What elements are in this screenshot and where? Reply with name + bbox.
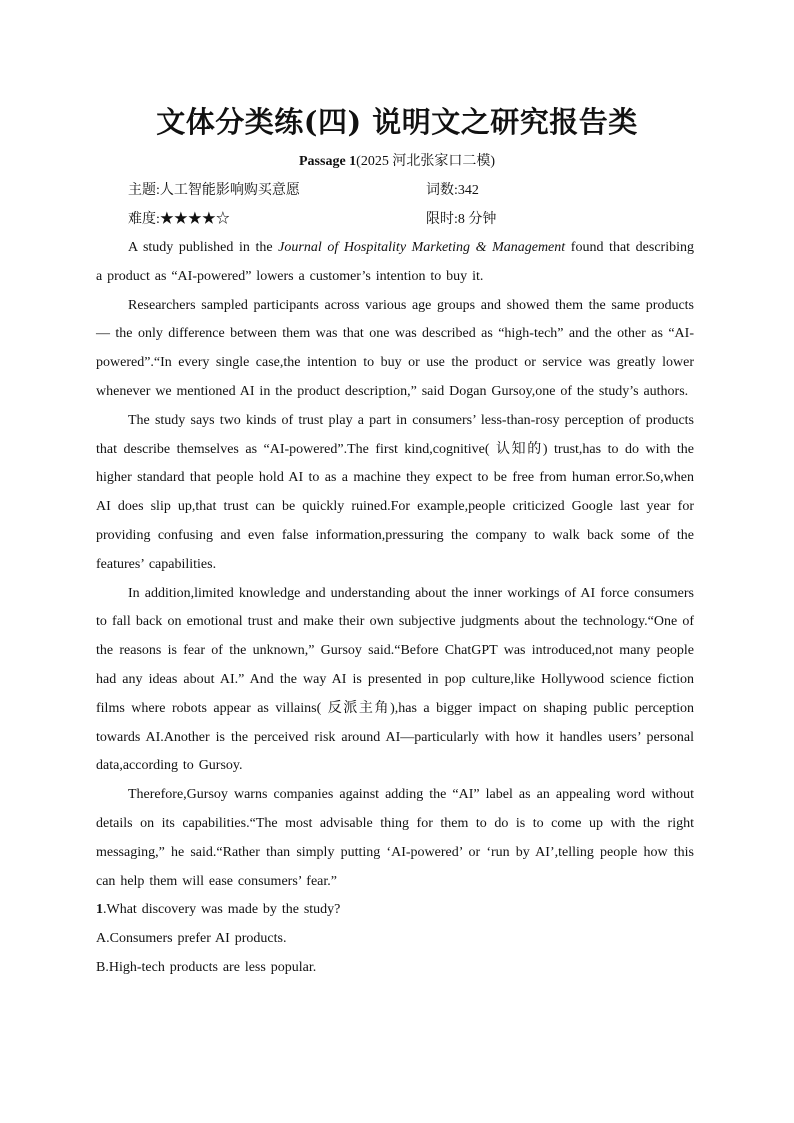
question-stem	[96, 896, 694, 925]
meta-time-limit: 限时:8 分钟	[426, 212, 497, 227]
passage-label: Passage 1	[299, 154, 357, 169]
paragraph-2: Researchers sampled participants across various age groups and showed them the same products — the only difference between them was that one was described as “high-tech” and the other as “AI-powered”.“In every single case,the intention to buy or use the product or service was greatly lower whenever we mentioned AI in the product description,” said Dogan Gursoy,one of the study’s authors.	[96, 297, 694, 399]
journal-name: Journal of Hospitality Marketing & Management	[278, 240, 566, 255]
paragraph-5: Therefore,Gursoy warns companies against adding the “AI” label as an appealing word without details on its capabilities.“The most advisable thing for them to do is to come up with the right messaging,” he said.“Rather than simply putting ‘AI-powered’ or ‘run by AI’,telling people how this can help them will ease consumers’ fear.”	[96, 787, 694, 889]
passage-body	[96, 234, 694, 983]
meta-row-2	[128, 208, 688, 228]
question-text: .What discovery was made by the study?	[103, 902, 341, 918]
paragraph-1	[96, 234, 694, 292]
passage-source: (2025 河北张家口二模)	[356, 154, 495, 169]
meta-topic: 主题:人工智能影响购买意愿	[128, 183, 300, 198]
meta-word-count: 词数:342	[426, 183, 479, 198]
meta-row-1	[128, 179, 688, 199]
paragraph-1-end: found that describing a product as “AI-powered” lowers a customer’s intention to buy it.	[96, 240, 694, 284]
question-number: 1	[96, 902, 103, 918]
meta-difficulty: 难度:★★★★☆	[128, 212, 230, 227]
option-b: B.High-tech products are less popular.	[96, 959, 317, 975]
paragraph-1-start: A study published in the	[128, 240, 279, 255]
option-a: A.Consumers prefer AI products.	[96, 931, 287, 947]
page-title: 文体分类练(四) 说明文之研究报告类	[156, 105, 638, 139]
paragraph-4: In addition,limited knowledge and understanding about the inner workings of AI force consumers to fall back on emotional trust and make their own subjective judgments about the technology.“One of the reasons is fear of the unknown,” Gursoy said.“Before ChatGPT was introduced,not many people had any ideas about AI.” And the way AI is presented in pop culture,like Hollywood science fiction films where robots appear as villains( 反派主角),has a bigger impact on shaping public perception towards AI.Another is the perceived risk around AI—particularly with how it handles users’ personal data,according to Gursoy.	[96, 585, 694, 774]
paragraph-3: The study says two kinds of trust play a part in consumers’ less-than-rosy perception of products that describe themselves as “AI-powered”.The first kind,cognitive( 认知的) trust,has to do with the higher standard that people hold AI to as a machine they expect to be free from human error.So,when AI does slip up,that trust can be quickly ruined.For example,people criticized Google last year for providing confusing and even false information,pressuring the company to walk back some of the features’ capabilities.	[96, 412, 694, 572]
passage-heading	[0, 150, 794, 170]
